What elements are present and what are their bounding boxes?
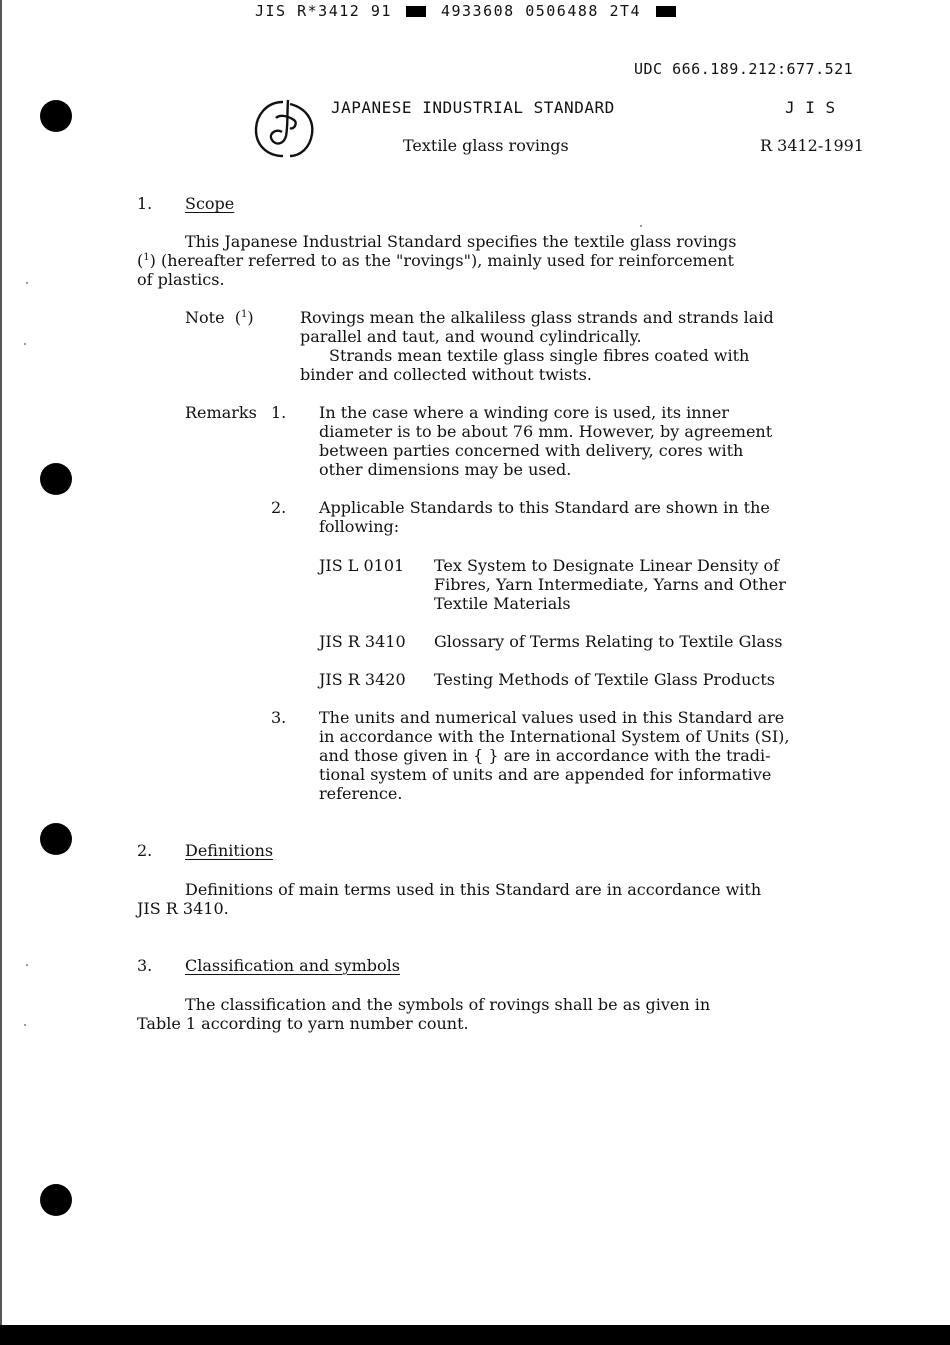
jis-logo-icon (250, 96, 320, 162)
text-line: in accordance with the International System of Units (SI), (319, 727, 790, 746)
barcode-block (406, 6, 426, 17)
scan-speck (24, 1024, 26, 1026)
punch-hole (40, 463, 72, 495)
remarks-label: Remarks (185, 403, 257, 422)
text-line: Definitions of main terms used in this Standard are in accordance with (185, 880, 762, 899)
section-number: 2. (137, 841, 153, 860)
section-title-classification: Classification and symbols (185, 956, 400, 975)
remark-1-body (319, 403, 772, 479)
scan-speck (26, 964, 28, 966)
standard-number: R 3412-1991 (760, 136, 864, 155)
document-code-part1: JIS R*3412 91 (255, 2, 392, 20)
section-number: 3. (137, 956, 153, 975)
udc-number: UDC 666.189.212:677.521 (634, 60, 854, 78)
text-line: and those given in { } are in accordance with the tradi- (319, 746, 771, 765)
standard-desc: Testing Methods of Textile Glass Products (434, 670, 775, 689)
remark-number: 3. (271, 708, 287, 727)
text-line: Strands mean textile glass single fibres coated with (329, 346, 750, 365)
text-line: other dimensions may be used. (319, 460, 572, 479)
text-line: reference. (319, 784, 403, 803)
document-code-part2: 4933608 0506488 2T4 (440, 2, 642, 20)
standard-name: JAPANESE INDUSTRIAL STANDARD (331, 98, 615, 117)
definitions-paragraph (137, 880, 761, 918)
remark-3-body (319, 708, 790, 803)
punch-hole (40, 100, 72, 132)
jis-label: J I S (785, 98, 836, 117)
standard-code: JIS L 0101 (319, 556, 405, 575)
text-line: diameter is to be about 76 mm. However, by agreement (319, 422, 773, 441)
barcode-block (656, 6, 676, 17)
text-line: of plastics. (137, 270, 225, 289)
standard-desc (434, 556, 786, 613)
text-line: ($^1$) (hereafter referred to as the "rovings"), mainly used for reinforcement (137, 251, 734, 270)
standard-code: JIS R 3420 (319, 670, 406, 689)
text-line: Textile Materials (434, 594, 571, 613)
text-line: Rovings mean the alkaliless glass strands and strands laid (300, 308, 774, 327)
remark-2-body (319, 498, 770, 536)
text-line: parallel and taut, and wound cylindrically. (300, 327, 642, 346)
scan-speck (26, 282, 28, 284)
note-label: Note ($^1$) (185, 308, 254, 327)
remark-number: 2. (271, 498, 287, 517)
text-line: between parties concerned with delivery, cores with (319, 441, 744, 460)
punch-hole (40, 1184, 72, 1216)
document-code-line (255, 2, 680, 20)
scan-speck (24, 343, 26, 345)
page-left-edge (0, 0, 2, 1325)
note-body (300, 308, 774, 384)
standard-title: Textile glass rovings (403, 136, 569, 155)
scan-speck (640, 225, 642, 227)
scan-bottom-band (0, 1325, 950, 1345)
standard-desc: Glossary of Terms Relating to Textile Glass (434, 632, 783, 651)
section-title-scope: Scope (185, 194, 235, 213)
text-line: This Japanese Industrial Standard specifies the textile glass rovings (185, 232, 737, 251)
text-line: In the case where a winding core is used, its inner (319, 403, 729, 422)
section-title-definitions: Definitions (185, 841, 274, 860)
section-number: 1. (137, 194, 153, 213)
text-line: following: (319, 517, 400, 536)
text-line: Fibres, Yarn Intermediate, Yarns and Other (434, 575, 786, 594)
classification-paragraph (137, 995, 710, 1033)
text-line: JIS R 3410. (137, 899, 229, 918)
scope-paragraph (137, 232, 736, 289)
text-line: binder and collected without twists. (300, 365, 592, 384)
text-line: The classification and the symbols of rovings shall be as given in (185, 995, 711, 1014)
text-line: The units and numerical values used in this Standard are (319, 708, 785, 727)
remark-number: 1. (271, 403, 287, 422)
text-line: Tex System to Designate Linear Density of (434, 556, 780, 575)
standard-code: JIS R 3410 (319, 632, 406, 651)
text-line-rest: (hereafter referred to as the "rovings"), mainly used for reinforcement (160, 251, 734, 270)
text-line: Table 1 according to yarn number count. (137, 1014, 469, 1033)
punch-hole (40, 823, 72, 855)
text-line: Applicable Standards to this Standard are shown in the (319, 498, 770, 517)
text-line: tional system of units and are appended for informative (319, 765, 772, 784)
